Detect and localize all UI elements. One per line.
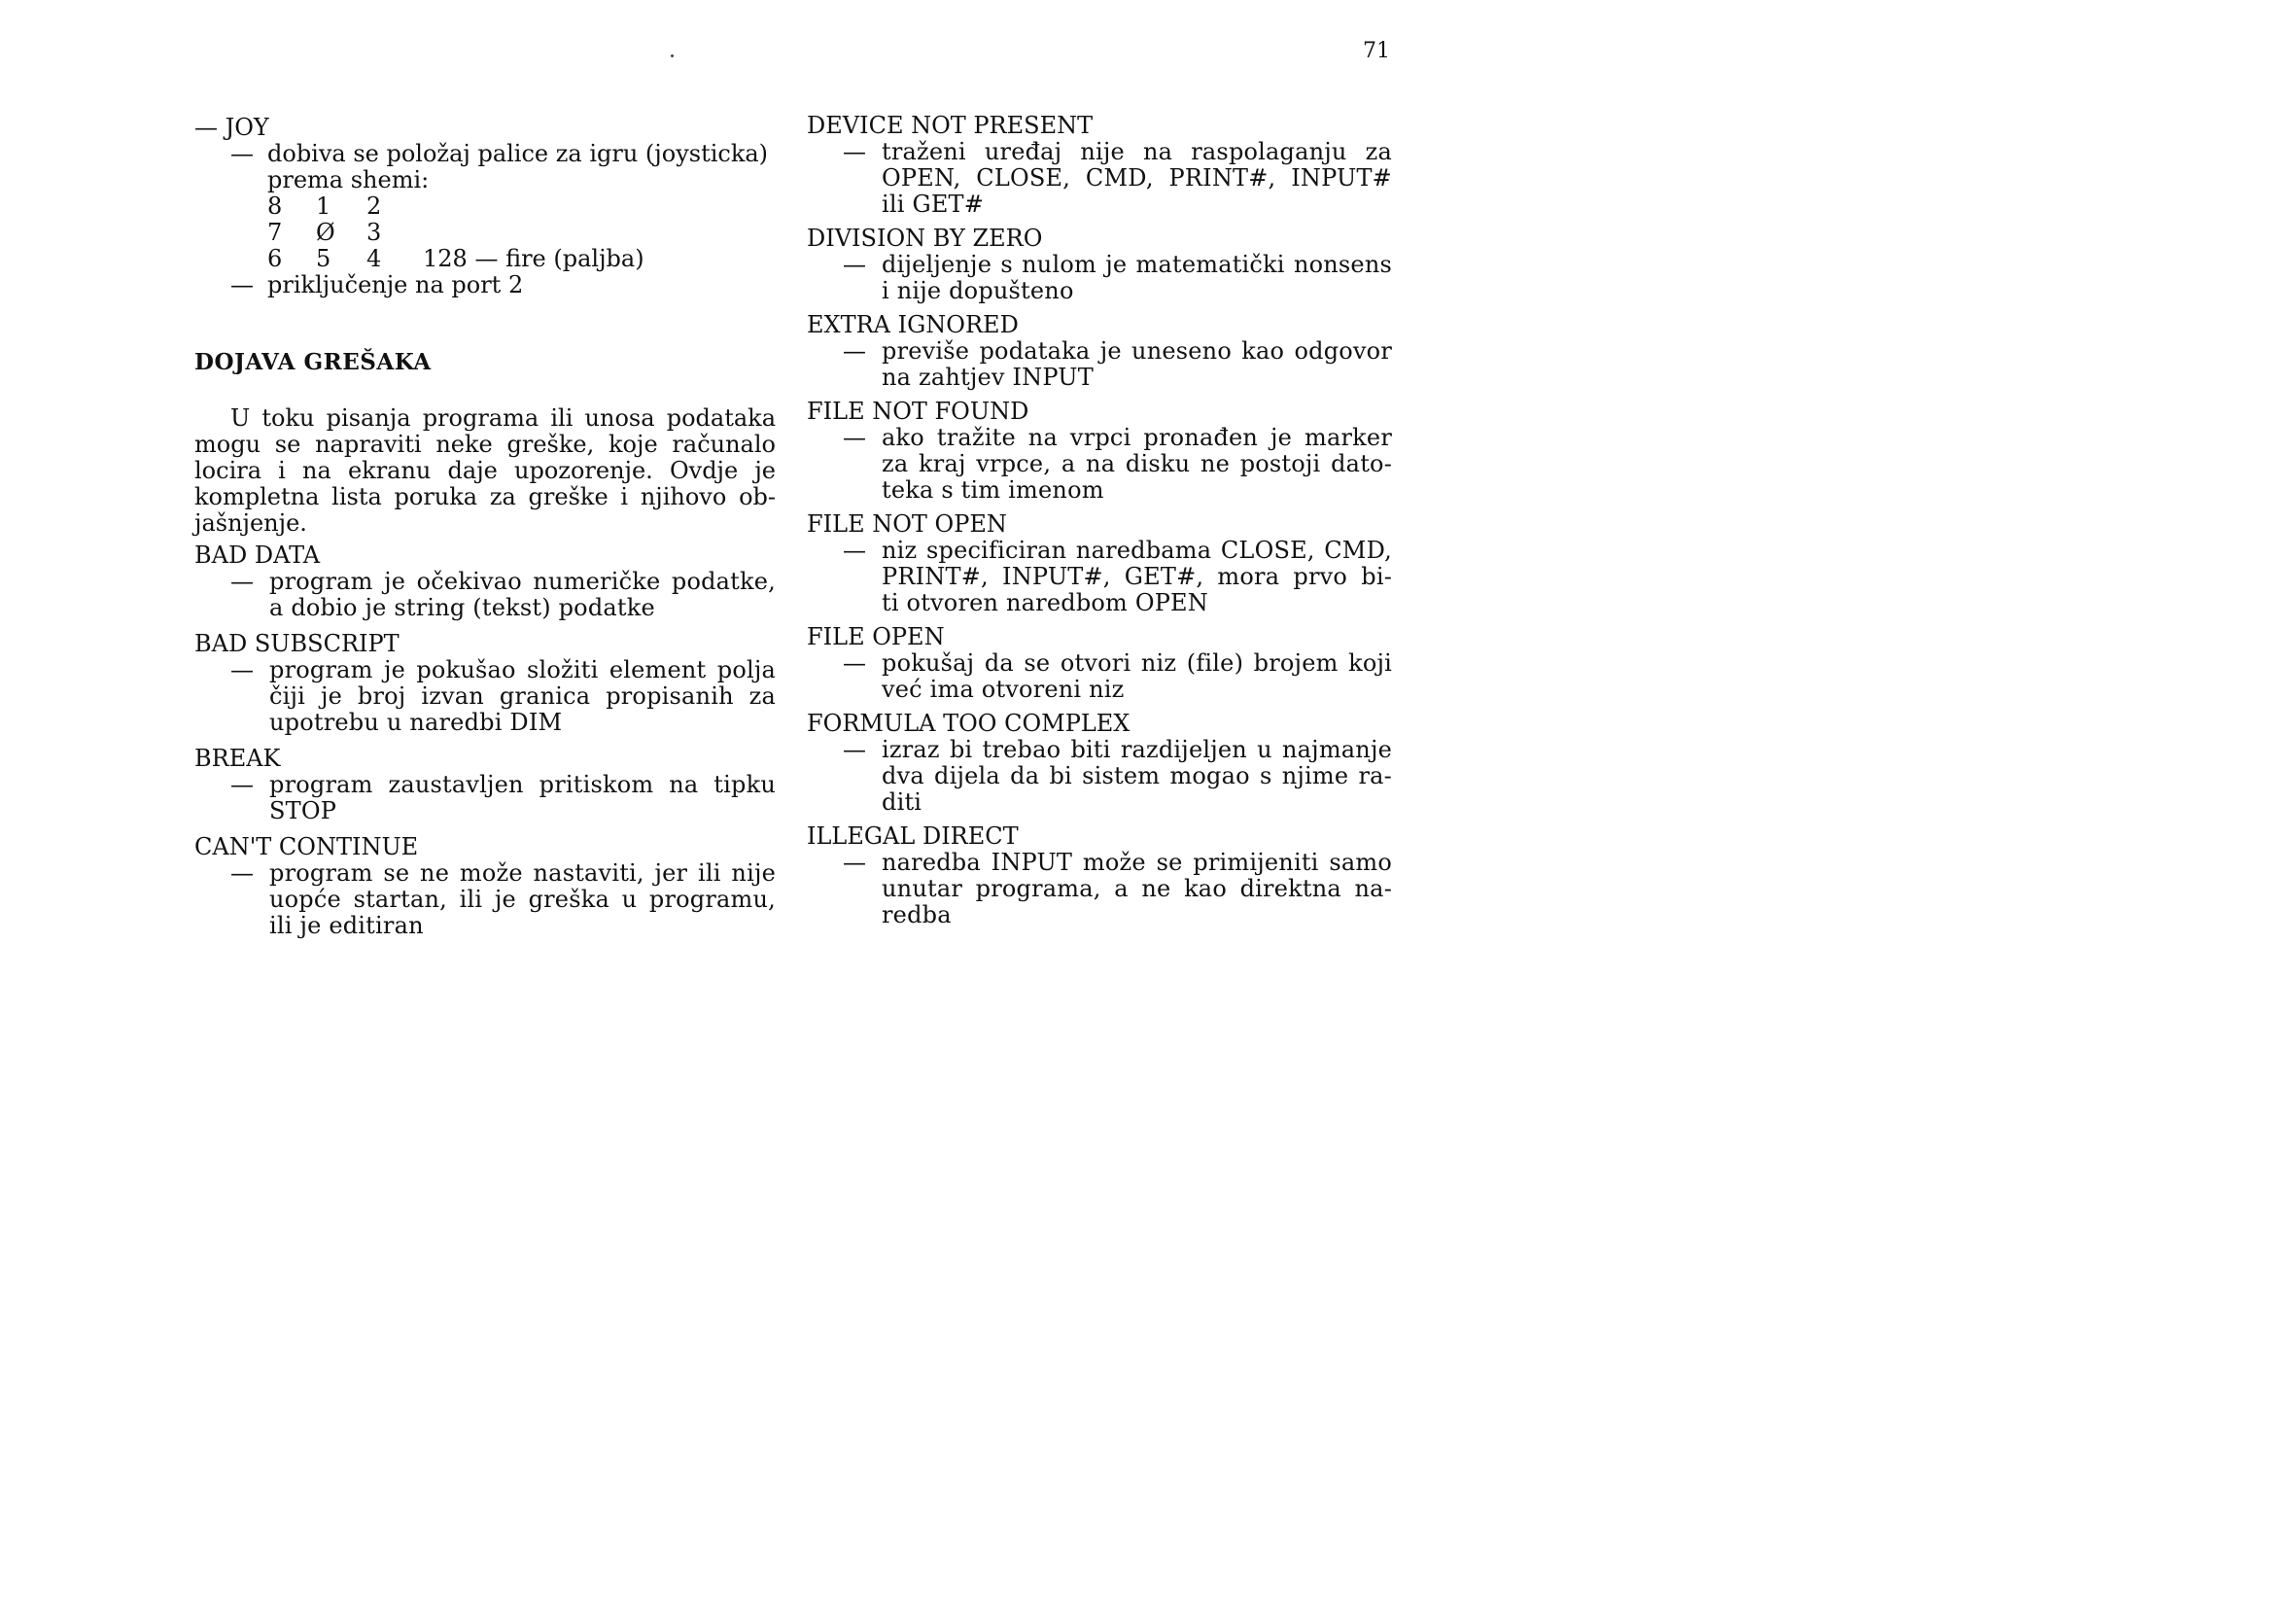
joy-heading: — JOY — [194, 114, 269, 141]
dash: — — [843, 649, 866, 677]
error-description — [843, 338, 1392, 391]
fire-label: 128 — fire (paljba) — [423, 245, 644, 272]
error-description-line: STOP — [269, 797, 337, 824]
error-description-line: unutar programa, a ne kao direktna na- — [882, 875, 1392, 902]
error-entry — [807, 823, 1392, 928]
error-description-line: već ima otvoreni niz — [882, 676, 1125, 703]
intro-paragraph — [194, 405, 776, 537]
dash: — — [843, 849, 866, 876]
error-code: FILE NOT FOUND — [807, 398, 1029, 425]
error-entry — [194, 542, 776, 621]
error-description-line: OPEN, CLOSE, CMD, PRINT#, INPUT# — [882, 164, 1392, 192]
dash: — — [843, 537, 866, 564]
error-description-line: ako tražite na vrpci pronađen je marker — [882, 424, 1392, 451]
joystick-grid-row — [267, 220, 776, 246]
error-description — [230, 569, 776, 621]
error-description-line: traženi uređaj nije na raspolaganju za — [882, 138, 1392, 165]
error-entry — [807, 624, 1392, 703]
error-description-line: previše podataka je uneseno kao odgovor — [882, 337, 1392, 365]
dash: — — [843, 424, 866, 451]
error-code: DIVISION BY ZERO — [807, 225, 1043, 252]
error-description — [843, 139, 1392, 218]
error-description-line: a dobio je string (tekst) podatke — [269, 594, 655, 621]
joy-port-line: priključenje na port 2 — [267, 271, 524, 298]
error-description-line: PRINT#, INPUT#, GET#, mora prvo bi- — [882, 563, 1392, 590]
error-description — [843, 538, 1392, 616]
error-description-line: dva dijela da bi sistem mogao s njime ra- — [882, 762, 1392, 789]
error-description-line: niz specificiran naredbama CLOSE, CMD, — [882, 537, 1392, 564]
grid-cell: 1 — [316, 192, 331, 220]
error-entry — [194, 631, 776, 736]
error-description — [230, 657, 776, 736]
grid-cell: 8 — [267, 192, 283, 220]
error-description-line: ti otvoren naredbom OPEN — [882, 589, 1208, 616]
error-entry — [807, 312, 1392, 391]
error-description — [843, 252, 1392, 304]
error-list-left — [194, 542, 776, 939]
grid-cell: 6 — [267, 245, 283, 272]
dash: — — [843, 138, 866, 165]
error-description-line: teka s tim imenom — [882, 476, 1104, 504]
dash: — — [843, 337, 866, 365]
joy-desc-line: prema shemi: — [267, 166, 430, 193]
error-entry — [807, 226, 1392, 304]
intro-line: U toku pisanja programa ili unosa podataka — [230, 404, 776, 432]
error-description-line: ili je editiran — [269, 912, 424, 939]
error-description-line: dijeljenje s nulom je matematički nonsens — [882, 251, 1392, 278]
intro-line: locira i na ekranu daje upozorenje. Ovdje je — [194, 457, 776, 484]
error-description-line: ili GET# — [882, 191, 985, 218]
error-entry — [194, 834, 776, 939]
dash: — — [230, 140, 254, 167]
dash: — — [843, 736, 866, 763]
error-description-line: program zaustavljen pritiskom na tipku — [269, 771, 776, 798]
grid-cell: Ø — [316, 219, 335, 246]
error-entry — [807, 113, 1392, 218]
error-description — [843, 737, 1392, 816]
error-entry — [807, 711, 1392, 816]
joystick-grid-row — [267, 246, 776, 272]
error-description-line: upotrebu u naredbi DIM — [269, 709, 563, 736]
error-code: BAD SUBSCRIPT — [194, 630, 400, 657]
error-description-line: diti — [882, 788, 922, 816]
dash: — — [843, 251, 866, 278]
joy-port — [230, 272, 776, 298]
dash: — — [230, 771, 254, 798]
grid-cell: 5 — [316, 245, 331, 272]
error-description — [843, 425, 1392, 504]
error-code: DEVICE NOT PRESENT — [807, 112, 1094, 139]
error-entry — [807, 399, 1392, 504]
section-title: DOJAVA GREŠAKA — [194, 349, 432, 375]
error-description — [843, 650, 1392, 703]
error-description-line: program se ne može nastaviti, jer ili nije — [269, 859, 776, 887]
error-entry — [194, 746, 776, 824]
scan-speck — [671, 54, 674, 57]
joy-description — [230, 141, 776, 193]
intro-line: kompletna lista poruka za greške i njihovo ob- — [194, 483, 776, 510]
dash: — — [230, 656, 254, 683]
error-entry — [807, 511, 1392, 616]
grid-cell: 4 — [366, 245, 382, 272]
error-description-line: program je očekivao numeričke podatke, — [269, 568, 776, 595]
error-description-line: program je pokušao složiti element polja — [269, 656, 776, 683]
error-code: EXTRA IGNORED — [807, 311, 1019, 338]
intro-line: jašnjenje. — [194, 509, 307, 537]
error-description — [843, 850, 1392, 928]
page-number: 71 — [1363, 39, 1390, 63]
left-column — [194, 115, 776, 939]
error-code: FORMULA TOO COMPLEX — [807, 710, 1131, 737]
error-description-line: i nije dopušteno — [882, 277, 1074, 304]
error-description-line: za kraj vrpce, a na disku ne postoji dato- — [882, 450, 1392, 477]
grid-cell: 7 — [267, 219, 283, 246]
error-description — [230, 860, 776, 939]
error-code: CAN'T CONTINUE — [194, 833, 419, 860]
joystick-grid-row — [267, 193, 776, 220]
error-code: ILLEGAL DIRECT — [807, 822, 1019, 850]
error-list-right — [807, 113, 1392, 928]
error-code: FILE OPEN — [807, 623, 945, 650]
intro-line: mogu se napraviti neke greške, koje računalo — [194, 431, 776, 458]
error-description-line: na zahtjev INPUT — [882, 364, 1094, 391]
joy-desc-line: dobiva se položaj palice za igru (joysticka) — [267, 140, 769, 167]
dash: — — [230, 568, 254, 595]
error-code: FILE NOT OPEN — [807, 510, 1007, 538]
dash: — — [230, 271, 254, 298]
error-code: BAD DATA — [194, 542, 321, 569]
error-description-line: izraz bi trebao biti razdijeljen u najmanje — [882, 736, 1392, 763]
error-description-line: pokušaj da se otvori niz (file) brojem koji — [882, 649, 1392, 677]
dash: — — [230, 859, 254, 887]
error-description-line: redba — [882, 901, 952, 928]
grid-cell: 3 — [366, 219, 382, 246]
error-description-line: naredba INPUT može se primijeniti samo — [882, 849, 1392, 876]
error-description-line: uopće startan, ili je greška u programu, — [269, 886, 776, 913]
grid-cell: 2 — [366, 192, 382, 220]
error-description — [230, 772, 776, 824]
error-description-line: čiji je broj izvan granica propisanih za — [269, 682, 776, 710]
error-code: BREAK — [194, 745, 281, 772]
